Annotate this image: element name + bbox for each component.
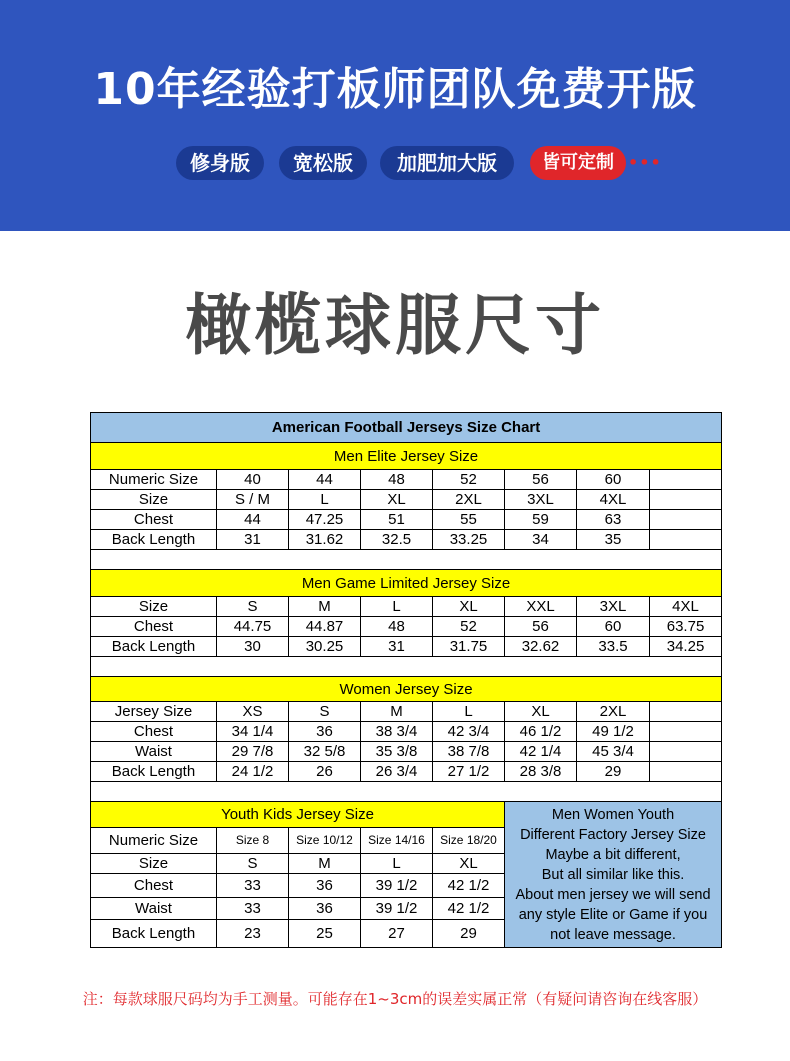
footnote: 注：每款球服尺码均为手工测量。可能存在1~3cm的误差实属正常（有疑问请咨询在线客服） xyxy=(82,990,708,1008)
table-cell: Chest xyxy=(91,722,217,742)
section-header-row xyxy=(91,570,722,597)
table-cell: 63.75 xyxy=(650,617,722,637)
table-cell: XS xyxy=(217,702,289,722)
spacer-row xyxy=(91,657,722,677)
men-elite-title: Men Elite Jersey Size xyxy=(91,443,722,470)
table-cell: Size 14/16 xyxy=(361,828,433,854)
table-cell: 31 xyxy=(361,637,433,657)
table-row xyxy=(91,617,722,637)
table-cell: 27 xyxy=(361,920,433,948)
table-cell: 60 xyxy=(577,470,650,490)
table-cell: 34.25 xyxy=(650,637,722,657)
table-cell: Chest xyxy=(91,510,217,530)
table-cell xyxy=(650,742,722,762)
table-cell: 52 xyxy=(433,470,505,490)
table-cell: Size 18/20 xyxy=(433,828,505,854)
banner-title: 10年经验打板师团队免费开版 xyxy=(93,64,697,115)
table-cell: 49 1/2 xyxy=(577,722,650,742)
table-cell: 2XL xyxy=(433,490,505,510)
spacer-cell xyxy=(91,550,722,570)
table-cell: 44 xyxy=(217,510,289,530)
table-cell: 30.25 xyxy=(289,637,361,657)
section-header-row xyxy=(91,677,722,702)
chart-title-row xyxy=(91,413,722,443)
table-cell: 44.75 xyxy=(217,617,289,637)
table-cell: Back Length xyxy=(91,920,217,948)
table-cell: 44 xyxy=(289,470,361,490)
table-cell: XL xyxy=(433,597,505,617)
table-row xyxy=(91,762,722,782)
table-cell: Waist xyxy=(91,898,217,920)
table-cell: 46 1/2 xyxy=(505,722,577,742)
table-cell: M xyxy=(289,854,361,874)
table-cell: 3XL xyxy=(505,490,577,510)
table-cell: 30 xyxy=(217,637,289,657)
note-line: Maybe a bit different, xyxy=(545,846,681,863)
table-cell: 29 7/8 xyxy=(217,742,289,762)
table-cell: 55 xyxy=(433,510,505,530)
table-cell: 4XL xyxy=(650,597,722,617)
table-cell xyxy=(650,702,722,722)
table-cell: 56 xyxy=(505,470,577,490)
table-cell: L xyxy=(361,597,433,617)
table-cell: 38 7/8 xyxy=(433,742,505,762)
table-cell: 31.75 xyxy=(433,637,505,657)
table-cell: 48 xyxy=(361,617,433,637)
table-cell: 42 3/4 xyxy=(433,722,505,742)
tag-customizable: 皆可定制 xyxy=(530,146,626,180)
table-cell xyxy=(650,490,722,510)
table-cell: XL xyxy=(505,702,577,722)
table-cell: 32.62 xyxy=(505,637,577,657)
table-cell: 34 1/4 xyxy=(217,722,289,742)
table-cell: 29 xyxy=(433,920,505,948)
table-cell: L xyxy=(361,854,433,874)
spacer-row xyxy=(91,782,722,802)
note-line: Different Factory Jersey Size xyxy=(520,826,706,843)
table-cell: Chest xyxy=(91,874,217,898)
note-line: any style Elite or Game if you xyxy=(518,906,708,923)
table-cell: 33 xyxy=(217,898,289,920)
table-cell: 42 1/2 xyxy=(433,874,505,898)
men-game-title: Men Game Limited Jersey Size xyxy=(91,570,722,597)
tag-plus-size: 加肥加大版 xyxy=(380,146,514,180)
table-cell: 3XL xyxy=(577,597,650,617)
table-cell: XL xyxy=(433,854,505,874)
table-cell: S xyxy=(217,854,289,874)
table-cell: 26 xyxy=(289,762,361,782)
chart-title: American Football Jerseys Size Chart xyxy=(91,413,722,443)
size-chart-table xyxy=(90,412,722,948)
note-line: But all similar like this. xyxy=(541,866,685,883)
table-cell: 39 1/2 xyxy=(361,874,433,898)
note-line: Men Women Youth xyxy=(551,806,675,823)
table-cell: Size xyxy=(91,490,217,510)
table-row xyxy=(91,637,722,657)
table-cell: 28 3/8 xyxy=(505,762,577,782)
table-cell: XXL xyxy=(505,597,577,617)
table-cell: Size xyxy=(91,854,217,874)
table-cell: 40 xyxy=(217,470,289,490)
table-cell: 35 3/8 xyxy=(361,742,433,762)
women-title: Women Jersey Size xyxy=(91,677,722,702)
youth-title: Youth Kids Jersey Size xyxy=(91,802,505,828)
size-chart xyxy=(90,412,721,948)
table-cell: 2XL xyxy=(577,702,650,722)
spacer-row xyxy=(91,550,722,570)
table-cell: Size 8 xyxy=(217,828,289,854)
table-cell: S / M xyxy=(217,490,289,510)
table-cell: 26 3/4 xyxy=(361,762,433,782)
tag-slim-fit: 修身版 xyxy=(176,146,264,180)
table-cell: 36 xyxy=(289,874,361,898)
table-row xyxy=(91,702,722,722)
spacer-cell xyxy=(91,782,722,802)
table-cell: 23 xyxy=(217,920,289,948)
page-title: 橄榄球服尺寸 xyxy=(185,287,605,364)
table-cell: Chest xyxy=(91,617,217,637)
table-cell xyxy=(650,530,722,550)
table-cell: S xyxy=(289,702,361,722)
table-row xyxy=(91,742,722,762)
table-row xyxy=(91,597,722,617)
table-cell: 32.5 xyxy=(361,530,433,550)
section-header-row xyxy=(91,802,722,828)
table-cell: M xyxy=(289,597,361,617)
table-cell: 31.62 xyxy=(289,530,361,550)
banner-tags xyxy=(0,146,790,180)
table-cell: 33.5 xyxy=(577,637,650,657)
table-row xyxy=(91,490,722,510)
table-cell: 45 3/4 xyxy=(577,742,650,762)
table-cell: Back Length xyxy=(91,762,217,782)
table-cell: Back Length xyxy=(91,530,217,550)
table-cell: 29 xyxy=(577,762,650,782)
table-row xyxy=(91,470,722,490)
table-cell: 33 xyxy=(217,874,289,898)
table-cell xyxy=(650,762,722,782)
table-cell: XL xyxy=(361,490,433,510)
table-cell: Waist xyxy=(91,742,217,762)
table-cell: 42 1/4 xyxy=(505,742,577,762)
table-cell xyxy=(650,722,722,742)
table-cell: 51 xyxy=(361,510,433,530)
section-header-row xyxy=(91,443,722,470)
table-cell: L xyxy=(289,490,361,510)
table-cell: 48 xyxy=(361,470,433,490)
table-cell: 31 xyxy=(217,530,289,550)
table-cell: 25 xyxy=(289,920,361,948)
size-note xyxy=(505,802,722,948)
table-cell xyxy=(650,510,722,530)
dots-icon: ••• xyxy=(628,153,662,172)
table-cell: 27 1/2 xyxy=(433,762,505,782)
table-cell: L xyxy=(433,702,505,722)
table-cell: 52 xyxy=(433,617,505,637)
table-cell: 44.87 xyxy=(289,617,361,637)
table-cell: 33.25 xyxy=(433,530,505,550)
table-cell: 4XL xyxy=(577,490,650,510)
table-cell: 60 xyxy=(577,617,650,637)
table-cell: M xyxy=(361,702,433,722)
note-line: About men jersey we will send xyxy=(515,886,711,903)
table-cell: 36 xyxy=(289,722,361,742)
table-cell: 47.25 xyxy=(289,510,361,530)
table-cell: Numeric Size xyxy=(91,470,217,490)
table-cell: 36 xyxy=(289,898,361,920)
table-cell: S xyxy=(217,597,289,617)
table-cell: Numeric Size xyxy=(91,828,217,854)
table-row xyxy=(91,510,722,530)
table-cell xyxy=(650,470,722,490)
table-cell: 34 xyxy=(505,530,577,550)
table-cell: 56 xyxy=(505,617,577,637)
table-cell: Back Length xyxy=(91,637,217,657)
table-cell: 59 xyxy=(505,510,577,530)
table-cell: 38 3/4 xyxy=(361,722,433,742)
table-row xyxy=(91,530,722,550)
tag-loose-fit: 宽松版 xyxy=(279,146,367,180)
table-cell: 24 1/2 xyxy=(217,762,289,782)
table-cell: 35 xyxy=(577,530,650,550)
table-cell: Size xyxy=(91,597,217,617)
table-cell: Jersey Size xyxy=(91,702,217,722)
spacer-cell xyxy=(91,657,722,677)
top-banner xyxy=(0,0,790,231)
table-cell: 63 xyxy=(577,510,650,530)
table-row xyxy=(91,722,722,742)
table-cell: 32 5/8 xyxy=(289,742,361,762)
table-cell: 39 1/2 xyxy=(361,898,433,920)
table-cell: 42 1/2 xyxy=(433,898,505,920)
note-line: not leave message. xyxy=(550,926,676,943)
table-cell: Size 10/12 xyxy=(289,828,361,854)
